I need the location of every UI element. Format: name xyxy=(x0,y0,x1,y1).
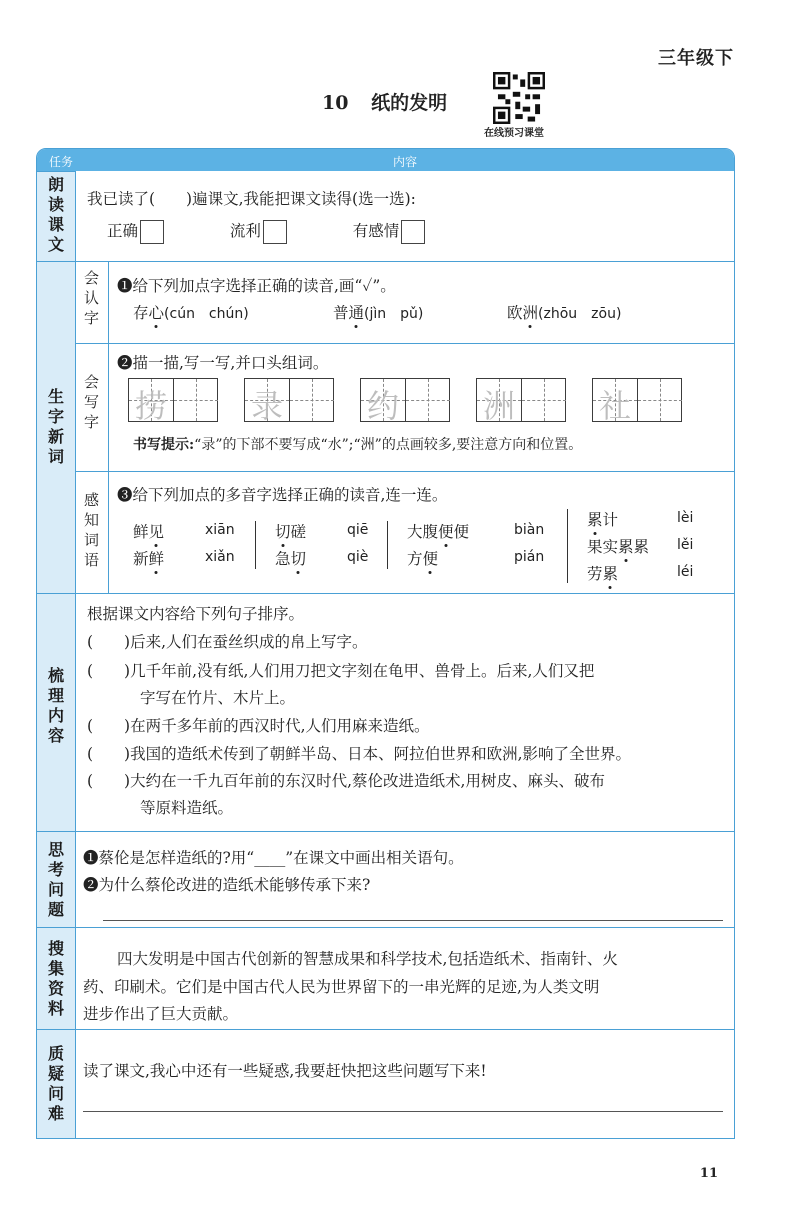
lesson-title-text: 纸的发明 xyxy=(371,92,448,114)
section-label-question: 质 疑 问 难 xyxy=(37,1029,75,1139)
grade-label: 三年级下 xyxy=(658,48,734,69)
trace-char-4: 洲 xyxy=(482,387,515,425)
recognize-item-1[interactable]: 存心(cún chún) xyxy=(133,304,249,322)
poly-g4-word3[interactable]: 劳累 xyxy=(587,565,619,583)
poly-g4-py1[interactable]: lèi xyxy=(677,510,694,526)
option-emotion: 有感情 xyxy=(352,222,400,240)
section-label-collect: 搜 集 资 料 xyxy=(37,927,75,1029)
poly-g4-py3[interactable]: léi xyxy=(677,564,694,580)
checkbox-correct[interactable] xyxy=(140,220,164,244)
poly-g2-py2[interactable]: qiè xyxy=(347,549,369,565)
checkbox-emotion[interactable] xyxy=(401,220,425,244)
qr-code-icon[interactable] xyxy=(493,72,545,124)
recognize-item-2[interactable]: 普通(jìn pǔ) xyxy=(333,304,424,322)
poly-g3-word2[interactable]: 方便 xyxy=(407,550,439,568)
trace-char-1: 捞 xyxy=(134,387,167,425)
sorting-sentence-5-cont: 等原料造纸。 xyxy=(140,799,234,817)
question-answer-line[interactable] xyxy=(83,1111,723,1112)
checkbox-fluent[interactable] xyxy=(263,220,287,244)
write-instruction: ❷描一描,写一写,并口头组词。 xyxy=(117,354,329,372)
poly-g4-word2[interactable]: 果实累累 xyxy=(587,538,650,556)
header-task: 任务 xyxy=(49,155,74,169)
trace-grid-1[interactable] xyxy=(128,378,218,425)
section-label-thinking: 思 考 问 题 xyxy=(37,831,75,927)
thinking-q2: ❷为什么蔡伦改进的造纸术能够传承下来? xyxy=(83,876,371,894)
poly-g1-word2[interactable]: 新鲜 xyxy=(133,550,165,568)
sublabel-write: 会 写 字 xyxy=(75,343,109,471)
poly-g4-py2[interactable]: lěi xyxy=(677,537,694,553)
section-label-sorting: 梳 理 内 容 xyxy=(37,593,75,831)
trace-grid-2[interactable] xyxy=(244,378,334,425)
option-correct: 正确 xyxy=(107,222,139,240)
collect-line-3: 进步作出了巨大贡献。 xyxy=(83,1005,239,1023)
sorting-sentence-1[interactable]: ( )后来,人们在蚕丝织成的帛上写字。 xyxy=(87,633,368,651)
sorting-sentence-5[interactable]: ( )大约在一千九百年前的东汉时代,蔡伦改进造纸术,用树皮、麻头、破布 xyxy=(87,772,605,790)
collect-line-1: 四大发明是中国古代创新的智慧成果和科学技术,包括造纸术、指南针、火 xyxy=(117,950,618,968)
question-text: 读了课文,我心中还有一些疑惑,我要赶快把这些问题写下来! xyxy=(83,1062,487,1080)
collect-line-2: 药、印刷术。它们是中国古代人民为世界留下的一串光辉的足迹,为人类文明 xyxy=(83,978,600,996)
task-table xyxy=(36,148,735,1139)
trace-char-3: 约 xyxy=(366,387,399,425)
section-label-new-words: 生 字 新 词 xyxy=(37,261,75,593)
poly-g1-py1[interactable]: xiān xyxy=(205,522,235,538)
answer-line[interactable] xyxy=(103,920,723,921)
trace-grid-4[interactable] xyxy=(476,378,566,425)
page-number: 11 xyxy=(699,1166,718,1181)
trace-grid-5[interactable] xyxy=(592,378,682,425)
section-label-reading: 朗 读 课 文 xyxy=(37,171,75,261)
polyphone-instruction: ❸给下列加点的多音字选择正确的读音,连一连。 xyxy=(117,486,448,504)
trace-char-5: 社 xyxy=(598,387,631,425)
sublabel-recognize: 会 认 字 xyxy=(75,261,109,343)
reading-options xyxy=(107,219,425,244)
recognize-item-3[interactable]: 欧洲(zhōu zōu) xyxy=(507,304,622,322)
poly-g3-word1[interactable]: 大腹便便 xyxy=(407,523,470,541)
poly-g1-word1[interactable]: 鲜见 xyxy=(133,523,165,541)
poly-g1-py2[interactable]: xiǎn xyxy=(205,549,235,565)
sorting-sentence-2[interactable]: ( )几千年前,没有纸,人们用刀把文字刻在龟甲、兽骨上。后来,人们又把 xyxy=(87,662,595,680)
table-header xyxy=(37,149,734,171)
recognize-instruction: ❶给下列加点字选择正确的读音,画“✓”。 xyxy=(117,277,396,295)
thinking-q1: ❶蔡伦是怎样造纸的?用“____”在课文中画出相关语句。 xyxy=(83,849,464,867)
sublabel-polyphone: 感 知 词 语 xyxy=(75,471,109,593)
trace-grid-3[interactable] xyxy=(360,378,450,425)
trace-char-2: 录 xyxy=(250,387,283,425)
write-tip: 书写提示:“录”的下部不要写成“水”;“洲”的点画较多,要注意方向和位置。 xyxy=(133,437,583,453)
poly-g3-py1[interactable]: biàn xyxy=(514,522,545,538)
option-fluent: 流利 xyxy=(229,222,261,240)
sorting-sentence-4[interactable]: ( )我国的造纸术传到了朝鲜半岛、日本、阿拉伯世界和欧洲,影响了全世界。 xyxy=(87,745,632,763)
poly-g2-py1[interactable]: qiē xyxy=(347,522,369,538)
sorting-intro: 根据课文内容给下列句子排序。 xyxy=(87,605,305,623)
poly-g3-py2[interactable]: pián xyxy=(514,549,545,565)
qr-label: 在线预习课堂 xyxy=(484,128,544,139)
sorting-sentence-3[interactable]: ( )在两千多年前的西汉时代,人们用麻来造纸。 xyxy=(87,717,430,735)
poly-g2-word2[interactable]: 急切 xyxy=(275,550,307,568)
sorting-sentence-2-cont: 字写在竹片、木片上。 xyxy=(140,689,296,707)
reading-line: 我已读了( )遍课文,我能把课文读得(选一选): xyxy=(87,190,416,208)
header-content: 内容 xyxy=(393,155,418,169)
poly-g4-word1[interactable]: 累计 xyxy=(587,511,619,529)
poly-g2-word1[interactable]: 切磋 xyxy=(275,523,307,541)
lesson-number: 10 xyxy=(322,92,349,114)
lesson-title xyxy=(322,88,447,115)
